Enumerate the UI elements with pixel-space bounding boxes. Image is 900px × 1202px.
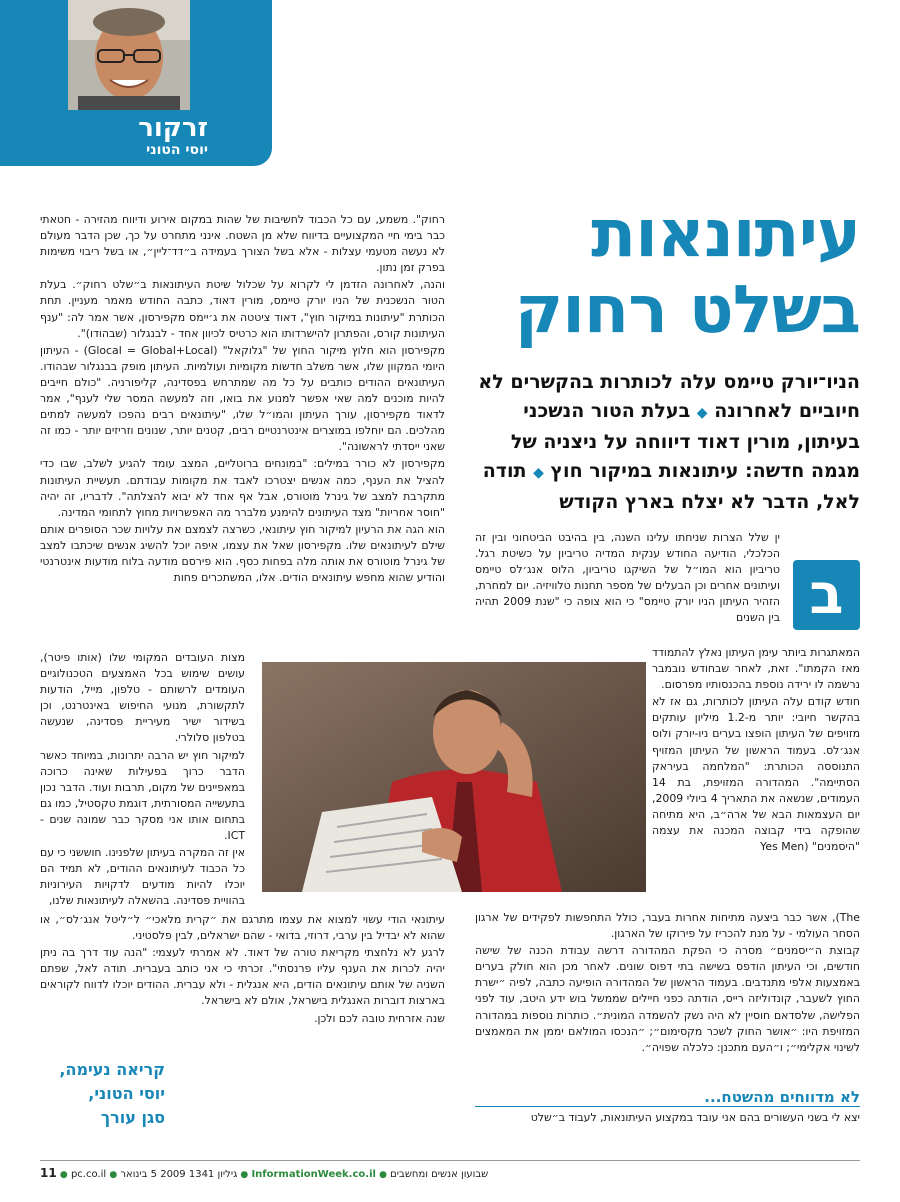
body-paragraph: אין זה המקרה בעיתון שלפנינו. חוששני כי עם כל הכבוד לעיתונאים ההודים, לא תמיד הם יוכלו להיות מודעים לדקויות העירוניות בהוויית פסדינה. בהשאלה לעיתונאות שלנו, (40, 846, 245, 908)
left-column-bottom (40, 912, 445, 1044)
columnist-box (0, 0, 272, 166)
headline-line-1: עיתונאות (591, 195, 860, 272)
lead-part-2: בעלת הטור הנשכני בעיתון, מורין דאוד דיווחה על ניצניה של מגמה חדשה: עיתונאות במיקור חוץ (510, 400, 860, 482)
man-reading-newspaper-icon (262, 662, 646, 892)
footer-dot-icon: ● (59, 1170, 68, 1180)
body-paragraph: שנה אזרחית טובה לכם ולכן. (314, 1011, 445, 1025)
right-column-top (475, 530, 860, 642)
left-column-top (40, 212, 445, 652)
right-column-middle (652, 645, 860, 910)
body-paragraph: לרגע לא נלחצתי מקריאת טורה של דאוד. לא אמרתי לעצמי: "הנה עוד דרך בה ניתן יהיה לכרות את הענף עליו פרנסתי". זכרתי כי אני כותב בעברית. תודה לאל, שפתם השניה של אותם עיתונאים הודים, היא אנגלית - ולא עברית. ההודים יוכלו לדווח לקוראים בארצות דוברות האנגלית בישראל, אולם לא בישראל. (40, 946, 445, 1008)
signature-block (40, 1058, 165, 1130)
signature-greeting: קריאה נעימה, (59, 1060, 165, 1079)
body-paragraph: למיקור חוץ יש הרבה יתרונות, במיוחד כאשר הדבר כרוך בפעילות שאינה כרוכה במאפיינים של מקום, תרבות ועוד. הדבר נכון בתעשייה המסורתית, דוגמת טקסטיל, כמו גם בתחום אותו אני מסקר כבר שמונה שנים - ICT. (40, 748, 245, 843)
footer-dot-icon: ● (109, 1170, 118, 1180)
body-paragraph: המאתגרות ביותר עימן העיתון נאלץ להתמודד מאז הקמתו". זאת, לאחר שבחודש נובמבר נרשמה לו ירידה נוספת בהכנסותיו מפרסום. (652, 646, 860, 692)
body-paragraph: עיתונאי הודי עשוי למצוא את עצמו מתרגם את ״קרית מלאכי״ ל״ליטל אנג׳לס״, או שהוא לא יבדיל בין ערבי, דרוזי, בדואי - שהם ישראלים, לבין פלסטיני. (40, 913, 445, 943)
subheading: לא מדווחים מהשטח... (704, 1088, 860, 1106)
body-paragraph: מקפירסון הוא חלוץ מיקור החוץ של "גלוקאל" (Glocal = Global+Local) - העיתון היומי המקוון שלו, אשר משלב חדשות מקומיות ועולמיות. העיתון מופק בבנגלור שבהודו. העיתונאים ההודים כותבים על כל מה שמתרחש בפסדינה, קליפורניה. "כולם חייבים להיות מוכנים למה שאי אפשר למנוע את בואו, וזה למעשה המסר שלי לענף", אמר לדאוד מקפירסון, עורך העיתון והמו״ל שלו, "עיתונאים רבים נהפכו למעשה למתים מהלכים. הם יוחלפו במוצרים אינטרנטיים רבים, קטנים יותר, שנונים וזריזים יותר - כמו זה שאני ייסדתי לראשונה". (40, 343, 445, 454)
footer (40, 1166, 560, 1182)
body-paragraph: מצות העובדים המקומי שלו (אותו פיטר), עושים שימוש בכל האמצעים הטכנולוגיים העומדים לרשותם - טלפון, מייל, הודעות לתקשורת, מנועי החיפוש באינטרנט, וכן בשידור ישיר מעיריית פסדינה, שנעשה בטלפון סלולרי. (40, 651, 245, 745)
footer-date: 2009 5 בינואר (120, 1169, 186, 1180)
lead-paragraph (468, 368, 860, 517)
footer-site: pc.co.il (70, 1169, 107, 1180)
headline-line-2: בשלט רחוק (514, 271, 860, 348)
footer-publication: שבועון אנשים ומחשבים (390, 1169, 489, 1180)
diamond-bullet-icon: ◆ (696, 405, 708, 421)
page-number: 11 (40, 1166, 57, 1180)
footer-issue: גיליון 1341 (188, 1169, 238, 1180)
footer-dot-icon: ● (240, 1170, 249, 1180)
body-paragraph: רחוק". משמע, עם כל הכבוד לחשיבות של שהות במקום אירוע ודיווח מהזירה - חטאתי כבר בימי חיי המקצועיים בדיווח שלא מן השטח. אינני מתחרט על כך, שכן הדבר מעולם לא נעשה מטעמי עצלות - אלא בשל הצורך בעמידה ב״דד־ליין״, או בשל ריבוי משימות בפרק זמן נתון. (40, 213, 445, 275)
body-paragraph: קבוצת ה״יסמנים״ מסרה כי הפקת המהדורה דרשה עבודת הכנה של שישה חודשים, וכי העיתון הודפס בשישה בתי דפוס שונים. לאחר מכן הוא חולק בערים באמצעות אלפי מתנדבים. בעמוד הראשון של המהדורה הופיעה כתבה, לפיה ״ישרת החוץ לשעבר, קונדוליזה רייס, הודתה כפני חיילים שממשל בוש ידע היטב, עוד לפני הפלישה, שלסדאם חוסיין לא היה נשק להשמדה המונית״. כותרות נוספות במהדורה המזויפת היו: ״אושר החוק לשכר מקסימום״; ״הנכסו המולאם יממן את המאמצים לשינוי אקלימי״; ו״העם מתכנן: כלכלה שפויה״. (475, 944, 860, 1054)
body-paragraph: חודש קודם עלה העיתון לכותרות, גם אז לא בהקשר חיובי: יותר מ-1.2 מיליון עותקים מזויפים של העיתון הופצו בערים ניו-יורק ולוס אנג׳לס. בעמוד הראשון של העיתון המזויף התנוססה הכותרת: "המלחמה בעיראק הסתיימה". המהדורה המזויפת, בת 14 העמודים, שנשאה את התאריך 4 ביולי 2009, יום העצמאות הבא של ארה״ב, היא מתיחה שהופקה בידי קבוצה המכנה את עצמה "היסמנים" (Yes Men (652, 695, 860, 854)
drop-cap: ב (793, 560, 860, 630)
lead-part-3: תודה לאל, הדבר לא יצלח בארץ הקודש (482, 460, 860, 513)
section-name: זרקור (138, 113, 208, 143)
body-paragraph: מקפירסון לא כורר במילים: "במונחים ברוטליים, המצב עומד להגיע לשלב, שבו כדי להציל את הענף, כמה אנשים יצטרכו לאבד את מקומות עבודתם. תעשיית העיתונות מתקרבת למצב של גינרל מוטורס, אבל אף אחד לא יבוא להצלתה". לדבריו, זה יהיה "חוסר אחריות" מצד העיתונים להימנע מלברר מה האפשרויות מחוץ לתחומי המדינה. (40, 457, 445, 519)
footer-dot-icon: ● (379, 1170, 387, 1180)
left-column-middle (40, 650, 245, 912)
body-paragraph: והנה, לאחרונה הזדמן לי לקרוא על שכלול שיטת העיתונאות ב״שלט רחוק״. בעלת הטור הנשכנית של הניו יורק טיימס, מורין דאוד, כתבה החודש מאמר מעניין. תחת הכותרת "עיתונות במיקור חוץ", דאוד ציטטה את ג׳יימס מקפירסון, אשר אמר לה: "ענף העיתונות קורס, והפתרון להישרדותו הוא כרטיס לכיוון אחד - לבנגלור (שבהודו)". (40, 278, 445, 340)
body-paragraph: The), אשר כבר ביצעה מתיחות אחרות בעבר, כולל התחפשות לפקידים של ארגון הסחר העולמי - על מנת להכריז על פירוקו של הארגון. (475, 911, 860, 941)
body-paragraph: ין שלל הצרות שניחתו עלינו השנה, בין בהיבט הביטחוני ובין זה הכלכלי, הודיעה החודש ענקית המדיה טריביון על כשיטת רגל. טריביון הוא המו״ל של השיקגו טריביון, הלוס אנג׳לס טיימס ועיתונים אחרים וכן הבעלים של מספר תחנות טלוויזיה. יום למחרת, הזהיר העיתון הניו יורק טיימס" כי הוא צופה כי "שנת 2009 תהיה בין השנים (475, 531, 780, 625)
footer-divider (40, 1160, 860, 1161)
right-column-bottom (475, 910, 860, 1082)
lead-part-1: הניו־יורק טיימס עלה לכותרות בהקשרים לא חיוביים לאחרונה (478, 371, 860, 422)
columnist-portrait-icon (68, 0, 190, 110)
headline (440, 196, 860, 348)
man-reading-newspaper-photo (262, 662, 646, 892)
signature-name: יוסי הטוני, (88, 1084, 165, 1103)
signature-title: סגן עורך (100, 1108, 165, 1127)
subheading-text: יצא לי בשני העשורים בהם אני עובד במקצוע העיתונאות, לעבוד ב״שלט (530, 1111, 860, 1124)
subheading-divider (475, 1106, 860, 1107)
body-paragraph: הוא הגה את הרעיון למיקור חוץ עיתונאי, כשרצה לצמצם את עלויות שכר הסופרים אותם שילם לעיתונאים שלו. מקפירסון שאל את עצמו, איפה יוכל להשיג אנשים שיכתבו למצב של גינרל מוטורס את אותה מלה בפחות כסף. הוא פירסם מודעה בלוח מודעות אינטרנטי והודיע שהוא מחפש עיתונאים הודים. אלו, המשתכרים פחות (40, 522, 445, 585)
diamond-bullet-icon: ◆ (533, 465, 544, 481)
columnist-name: יוסי הטוני (146, 142, 208, 158)
columnist-photo (68, 0, 190, 110)
footer-website-link[interactable]: InformationWeek.co.il (251, 1169, 376, 1180)
